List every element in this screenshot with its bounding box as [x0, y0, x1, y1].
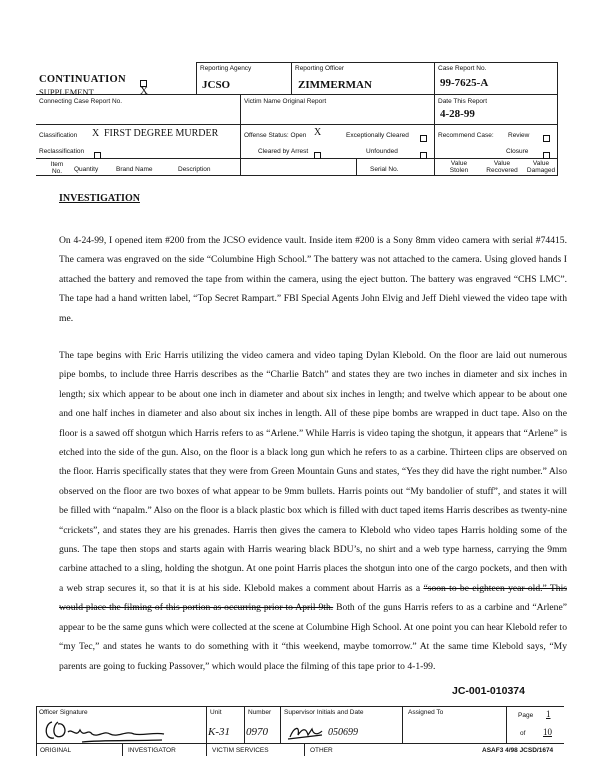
column-brand-name: Brand Name — [116, 166, 153, 173]
case-report-label: Case Report No. — [438, 65, 487, 72]
paragraph-2-part-a: The tape begins with Eric Harris utilizing the video camera and video taping Dylan Klebold. On the floor are laid out numerous pipe bombs, to include three Harris describes as the “Charlie Batch” and states they are two inches in diameter and six inches in length; six which appear to be about one inch in diameter and about six inches in length; and twelve which appear to be about one and one half inches in diameter and also about six inches in length. All of these pipe bombs are wrapped in duct tape. Also on the floor is a sawed off shotgun which Harris refers to as “Arlene.” While Harris is video taping the shotgun, it appears that “Arlene” is etched into the side of the gun. Also, on the floor is a black long gun which he refers to as a carbine. Thirteen clips are observed on the floor. Harris specifically states that they were from Green Mountain Guns and states, “Yes they did have the right number.” Also observed on the floor are two boxes of what appear to be 9mm bullets. Harris points out “My bandolier of stuff”, and states it will be filled with “napalm.” Also on the floor is a black plastic box which is filled with duct taped items Harris describes as twenty-nine “crickets”, and states they are his grenades. Harris then gives the camera to Klebold who video tapes Harris holding some of the guns. The tape then stops and starts again with Harris wearing black BDU’s, no shirt and a web type harness, carrying the 9mm carbine attached to a sling, holding the shotgun. At one point Harris places the shotgun into one of the cargo pockets, and then with a web strap secures it, so that it is at his side. Klebold makes a comment about Harris as a — [59, 350, 567, 594]
page-label: Page — [518, 712, 534, 719]
offense-status-label: Offense Status: Open — [244, 132, 307, 139]
number-value: 0970 — [246, 726, 268, 738]
recommend-case-label: Recommend Case: — [438, 132, 494, 139]
reclassification-label: Reclassification — [39, 148, 85, 155]
officer-signature-label: Officer Signature — [39, 709, 88, 716]
supervisor-date: 050699 — [328, 727, 358, 738]
victim-services-label: VICTIM SERVICES — [212, 747, 269, 754]
of-label: of — [520, 730, 526, 737]
connecting-case-label: Connecting Case Report No. — [39, 98, 123, 105]
date-report-value: 4-28-99 — [440, 108, 475, 120]
open-mark: X — [314, 127, 322, 138]
classification-mark: X — [92, 128, 100, 139]
review-label: Review — [508, 132, 530, 139]
classification-label: Classification — [39, 132, 78, 139]
assigned-to-label: Assigned To — [408, 709, 444, 716]
paragraph-2-part-b: Both of the guns Harris refers to as a carbine and “Arlene” appear to be the same guns which were collected at the scene at Columbine High School. At one point you can hear Klebold refer to “my Tec,” and states he wants to do something with it “this weekend, maybe tomorrow.” At the same time Klebold says, “My parents are going to fucking Passover,” which would place the filming of this tape prior to 4-1-99. — [59, 602, 567, 672]
closure-label: Closure — [506, 148, 529, 155]
page-number: 1 — [546, 709, 551, 719]
officer-signature-icon — [42, 714, 202, 744]
column-value-recovered: Value Recovered — [486, 160, 518, 174]
column-description: Description — [178, 166, 211, 173]
reporting-agency-value: JCSO — [202, 79, 231, 91]
paragraph-1: On 4-24-99, I opened item #200 from the JCSO evidence vault. Inside item #200 is a Sony 8mm video camera with serial #74415. The camera was engraved on the side “Columbine High School.” The battery was not attached to the camera. Using gloved hands I attached the battery and removed the tape from within the camera, using the eject button. The battery was engraved “CHS LMC”. The tape had a hand written label, “Top Secret Rampart.” FBI Special Agents John Elvig and Jeff Diehl viewed the video tape with me. — [59, 235, 567, 324]
reporting-officer-label: Reporting Officer — [295, 65, 345, 72]
reclassification-checkbox — [94, 146, 101, 164]
bates-number: JC-001-010374 — [452, 685, 525, 697]
investigator-label: INVESTIGATOR — [128, 747, 176, 754]
column-value-stolen: Value Stolen — [449, 160, 469, 174]
column-item-no: Item No. — [50, 161, 64, 175]
paragraph-2 — [59, 346, 567, 676]
supplement-label: SUPPLEMENT — [39, 87, 94, 97]
column-quantity: Quantity — [74, 166, 99, 173]
page-total: 10 — [543, 727, 552, 737]
classification-value: FIRST DEGREE MURDER — [104, 128, 219, 139]
number-label: Number — [248, 709, 272, 716]
paragraph-2-struck-text: “soon to be eighteen year old.” This would place the filming of this portion as occurring prior to April 9th. — [59, 582, 567, 614]
unit-label: Unit — [210, 709, 222, 716]
exceptionally-cleared-checkbox — [420, 129, 427, 147]
exceptionally-cleared-label: Exceptionally Cleared — [346, 132, 409, 139]
cleared-by-arrest-label: Cleared by Arrest — [258, 148, 309, 155]
column-serial-no: Serial No. — [370, 166, 399, 173]
supplement-mark: X — [140, 85, 148, 97]
section-title: INVESTIGATION — [59, 193, 140, 204]
review-checkbox — [543, 129, 550, 147]
other-label: OTHER — [310, 747, 333, 754]
supervisor-initials-icon — [286, 723, 326, 741]
original-label: ORIGINAL — [40, 747, 72, 754]
form-code: ASAF3 4/98 JCSD/1674 — [482, 747, 554, 754]
cleared-by-arrest-checkbox — [314, 146, 321, 164]
reporting-agency-label: Reporting Agency — [200, 65, 252, 72]
unfounded-label: Unfounded — [366, 148, 398, 155]
supervisor-label: Supervisor Initials and Date — [284, 709, 364, 716]
unit-value: K-31 — [208, 726, 230, 738]
continuation-label: CONTINUATION — [39, 74, 126, 85]
report-footer-form — [36, 706, 564, 756]
reporting-officer-value: ZIMMERMAN — [298, 79, 372, 91]
date-report-label: Date This Report — [438, 98, 488, 105]
column-value-damaged: Value Damaged — [526, 160, 556, 174]
victim-name-label: Victim Name Original Report — [244, 98, 327, 105]
case-report-number: 99-7625-A — [440, 77, 489, 89]
unfounded-checkbox — [420, 146, 427, 164]
report-header-form — [36, 62, 558, 176]
